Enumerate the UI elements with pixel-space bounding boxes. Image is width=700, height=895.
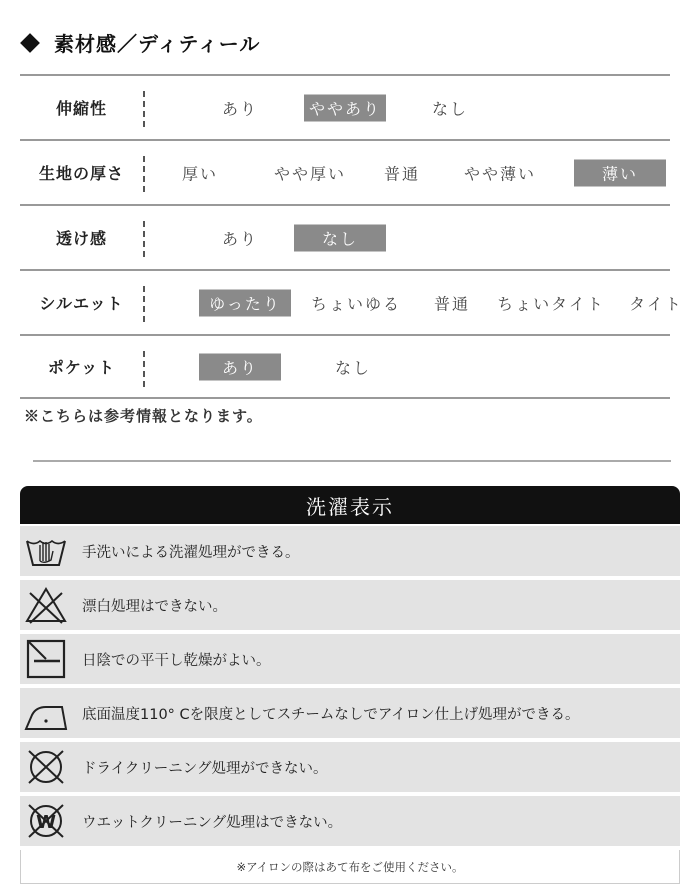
dashed-divider	[143, 286, 145, 322]
spec-option: ちょいゆる	[310, 294, 402, 313]
care-row	[20, 742, 680, 792]
no-wet-clean-icon	[20, 796, 72, 846]
diamond-bullet-icon	[20, 33, 40, 53]
care-text: 底面温度110° Cを限度としてスチームなしでアイロン仕上げ処理ができる。	[82, 706, 580, 723]
care-footnote: ※アイロンの際はあて布をご使用ください。	[20, 850, 680, 884]
spec-row	[20, 204, 670, 269]
spec-row	[20, 139, 670, 204]
spec-label: 透け感	[55, 229, 107, 248]
spec-option: やや厚い	[273, 164, 347, 183]
shade-flat-dry-icon	[20, 634, 72, 684]
spec-table	[20, 74, 683, 399]
spec-options	[150, 271, 683, 334]
dashed-divider	[143, 221, 145, 257]
spec-option-selected: 薄い	[574, 159, 666, 186]
svg-text:W: W	[36, 812, 56, 833]
spec-label: 生地の厚さ	[38, 164, 124, 183]
spec-options	[150, 206, 670, 269]
care-text: ウエットクリーニング処理はできない。	[82, 814, 343, 831]
dashed-divider	[143, 91, 145, 127]
no-dry-clean-icon	[20, 742, 72, 792]
spec-option: あり	[221, 99, 259, 118]
care-text: 手洗いによる洗濯処理ができる。	[82, 544, 300, 561]
spec-label: 伸縮性	[55, 99, 107, 118]
spec-label: ポケット	[47, 358, 116, 377]
spec-option-selected: なし	[294, 224, 386, 251]
dashed-divider	[143, 351, 145, 387]
spec-option: タイト	[629, 294, 683, 313]
spec-row	[20, 334, 670, 399]
reference-note: ※こちらは参考情報となります。	[24, 407, 263, 425]
care-text: 日陰での平干し乾燥がよい。	[82, 652, 271, 669]
spec-option: やや薄い	[463, 164, 537, 183]
care-row	[20, 634, 680, 684]
spec-option: なし	[431, 99, 469, 118]
spec-option: 普通	[383, 164, 421, 183]
spec-option-selected: ゆったり	[199, 289, 291, 316]
spec-options	[150, 141, 670, 204]
spec-row	[20, 74, 670, 139]
spec-option: 普通	[433, 294, 471, 313]
care-title: 洗濯表示	[20, 486, 680, 524]
hand-wash-icon	[20, 526, 72, 576]
spec-options	[150, 76, 670, 139]
spec-option-selected: ややあり	[304, 94, 386, 121]
spec-option: なし	[334, 358, 372, 377]
divider	[33, 460, 671, 462]
spec-options	[150, 336, 670, 397]
care-row	[20, 688, 680, 738]
care-row	[20, 580, 680, 630]
no-bleach-icon	[20, 580, 72, 630]
section-title: 素材感／ディティール	[54, 32, 261, 56]
iron-low-icon	[20, 688, 72, 738]
care-label-panel	[20, 486, 680, 878]
dashed-divider	[143, 156, 145, 192]
care-row	[20, 526, 680, 576]
care-row	[20, 796, 680, 846]
spec-option-selected: あり	[199, 353, 281, 380]
spec-label: シルエット	[39, 294, 124, 313]
section-header	[20, 28, 260, 57]
care-text: ドライクリーニング処理ができない。	[82, 760, 328, 777]
spec-option: 厚い	[181, 164, 219, 183]
spec-option: ちょいタイト	[497, 294, 605, 313]
spec-row	[20, 269, 683, 334]
care-text: 漂白処理はできない。	[82, 598, 227, 615]
spec-option: あり	[221, 229, 259, 248]
